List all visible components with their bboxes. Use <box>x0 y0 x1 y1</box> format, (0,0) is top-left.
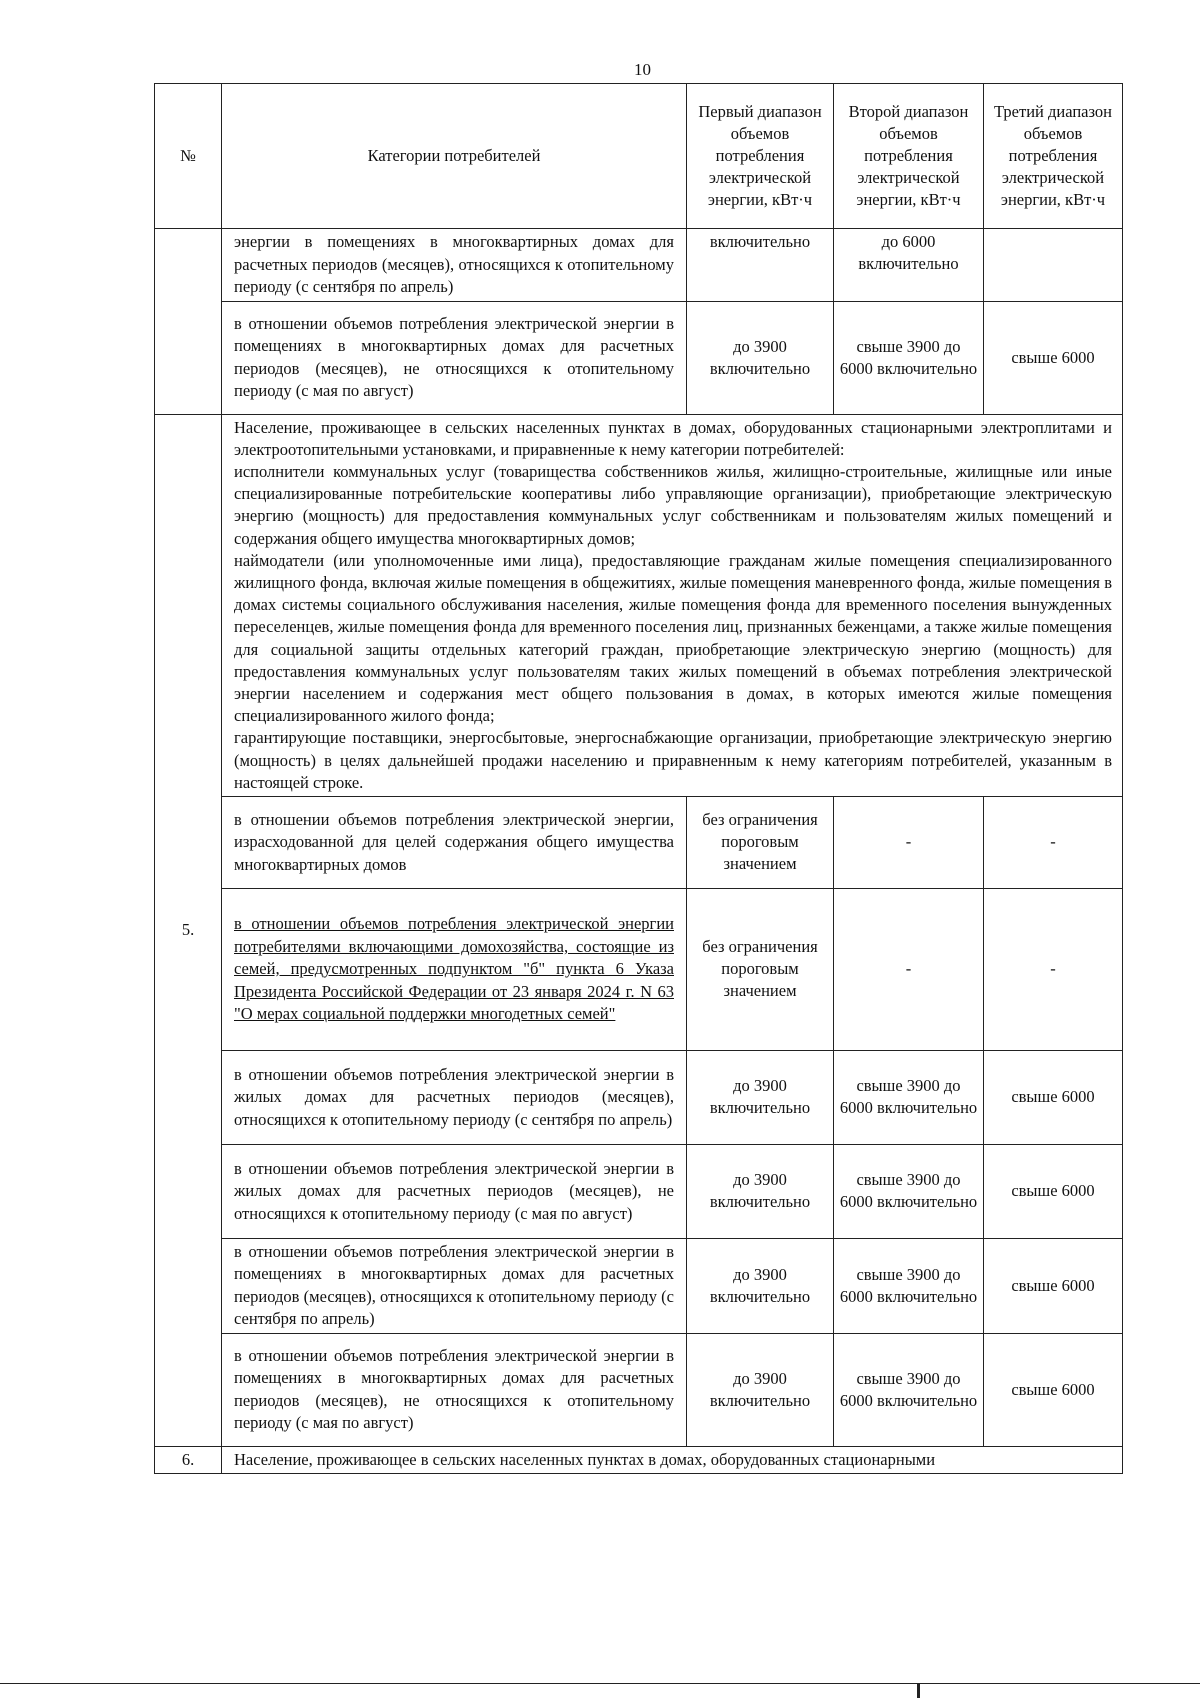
section6-row <box>155 1446 1123 1473</box>
header-num: № <box>155 84 222 229</box>
header-range3: Третий диапазон объемов потребления электрической энергии, кВт·ч <box>984 84 1123 229</box>
table-row <box>155 1333 1123 1446</box>
header-range1: Первый диапазон объемов потребления электрической энергии, кВт·ч <box>687 84 834 229</box>
row-range1: до 3900 включительно <box>687 1333 834 1446</box>
row-range2: свыше 3900 до 6000 включительно <box>834 1333 984 1446</box>
page-number: 10 <box>634 60 651 79</box>
page-bottom-tick <box>917 1683 920 1698</box>
table-row <box>155 1050 1123 1144</box>
header-range2: Второй диапазон объемов потребления электрической энергии, кВт·ч <box>834 84 984 229</box>
row-range3 <box>984 229 1123 302</box>
section5-number: 5. <box>155 414 222 1446</box>
section5-paragraph: наймодатели (или уполномоченные ими лица), предоставляющие гражданам жилые помещения специализированного жилищного фонда, включая жилые помещения в общежитиях, жилые помещения маневренного фонда, жилые помещения в домах системы социального обслуживания населения, жилые помещения фонда для временного поселения вынужденных переселенцев, жилые помещения фонда для временного поселения лиц, признанных беженцами, а также жилые помещения для социальной защиты отдельных категорий граждан, приобретающие электрическую энергию (мощность) для предоставления коммунальных услуг пользователям таких жилых помещений в объемах потребления электрической энергии населением и содержания мест общего пользования в домах, в которых имеются жилые помещения специализированного жилого фонда; <box>234 550 1112 726</box>
row-range2: - <box>834 796 984 888</box>
row-range3: свыше 6000 <box>984 1333 1123 1446</box>
section5-description <box>222 414 1123 796</box>
header-row <box>155 84 1123 229</box>
header-category: Категории потребителей <box>222 84 687 229</box>
row-range3: свыше 6000 <box>984 301 1123 414</box>
table-row <box>155 229 1123 302</box>
row-range3: свыше 6000 <box>984 1238 1123 1333</box>
row-category: в отношении объемов потребления электрической энергии в помещениях в многоквартирных домах для расчетных периодов (месяцев), не относящихся к отопительному периоду (с мая по август) <box>222 1333 687 1446</box>
row-range2: свыше 3900 до 6000 включительно <box>834 1050 984 1144</box>
section5-description-row <box>155 414 1123 796</box>
row-range1: до 3900 включительно <box>687 301 834 414</box>
page-bottom-rule <box>0 1683 1200 1684</box>
row-range1: без ограничения пороговым значением <box>687 796 834 888</box>
table-row <box>155 1238 1123 1333</box>
section6-description: Население, проживающее в сельских населенных пунктах в домах, оборудованных стационарными <box>222 1446 1123 1473</box>
row-range3: - <box>984 796 1123 888</box>
row-range1: включительно <box>687 229 834 302</box>
row-category: в отношении объемов потребления электрической энергии в помещениях в многоквартирных домах для расчетных периодов (месяцев), относящихся к отопительному периоду (с сентября по апрель) <box>222 1238 687 1333</box>
section5-paragraph: исполнители коммунальных услуг (товарищества собственников жилья, жилищно-строительные, жилищные или иные специализированные потребительские кооперативы либо управляющие организации), приобретающие электрическую энергию (мощность) для предоставления коммунальных услуг собственникам и пользователям жилых помещений и содержания общего имущества многоквартирных домов; <box>234 461 1112 548</box>
row-category: в отношении объемов потребления электрической энергии в жилых домах для расчетных периодов (месяцев), не относящихся к отопительному периоду (с мая по август) <box>222 1144 687 1238</box>
row-range1: без ограничения пороговым значением <box>687 888 834 1050</box>
section5-paragraph: гарантирующие поставщики, энергосбытовые, энергоснабжающие организации, приобретающие электрическую энергию (мощность) в целях дальнейшей продажи населению и приравненным к нему категориям потребителей, указанным в настоящей строке. <box>234 728 1112 792</box>
row-range1: до 3900 включительно <box>687 1144 834 1238</box>
row-range1: до 3900 включительно <box>687 1050 834 1144</box>
table-row <box>155 301 1123 414</box>
table-row <box>155 1144 1123 1238</box>
section6-number: 6. <box>155 1446 222 1473</box>
row-category: в отношении объемов потребления электрической энергии в помещениях в многоквартирных домах для расчетных периодов (месяцев), не относящихся к отопительному периоду (с мая по август) <box>222 301 687 414</box>
section5-paragraph: Население, проживающее в сельских населенных пунктах в домах, оборудованных стационарными электроплитами и электроотопительными установками, и приравненные к нему категории потребителей: <box>234 417 1112 459</box>
row-range2: свыше 3900 до 6000 включительно <box>834 301 984 414</box>
row-range2: до 6000 включительно <box>834 229 984 302</box>
row-range2: - <box>834 888 984 1050</box>
row-category: в отношении объемов потребления электрической энергии потребителями включающими домохозяйства, состоящие из семей, предусмотренных подпунктом "б" пункта 6 Указа Президента Российской Федерации от 23 января 2024 г. N 63 "О мерах социальной поддержки многодетных семей" <box>222 888 687 1050</box>
tariff-table <box>154 83 1123 1474</box>
row-range3: - <box>984 888 1123 1050</box>
row-range3: свыше 6000 <box>984 1050 1123 1144</box>
row-category: энергии в помещениях в многоквартирных домах для расчетных периодов (месяцев), относящихся к отопительному периоду (с сентября по апрель) <box>222 229 687 302</box>
table-row <box>155 888 1123 1050</box>
row-category: в отношении объемов потребления электрической энергии, израсходованной для целей содержания общего имущества многоквартирных домов <box>222 796 687 888</box>
table-row <box>155 796 1123 888</box>
row-range3: свыше 6000 <box>984 1144 1123 1238</box>
row-range1: до 3900 включительно <box>687 1238 834 1333</box>
row-range2: свыше 3900 до 6000 включительно <box>834 1238 984 1333</box>
row-range2: свыше 3900 до 6000 включительно <box>834 1144 984 1238</box>
num-cell-empty <box>155 229 222 415</box>
row-category: в отношении объемов потребления электрической энергии в жилых домах для расчетных периодов (месяцев), относящихся к отопительному периоду (с сентября по апрель) <box>222 1050 687 1144</box>
